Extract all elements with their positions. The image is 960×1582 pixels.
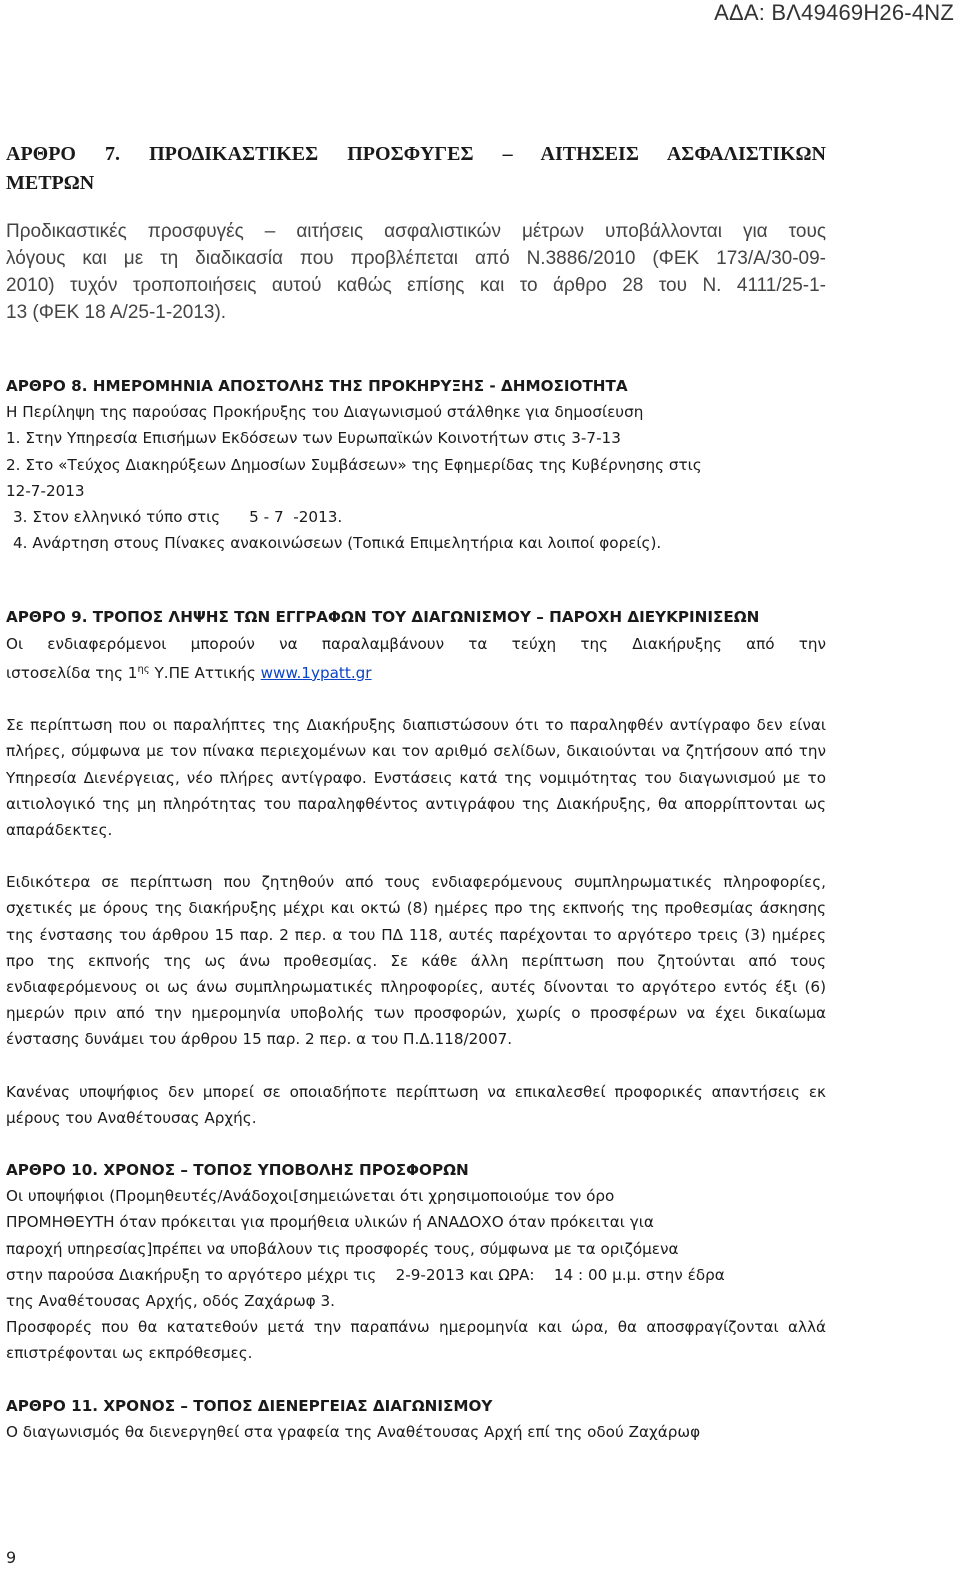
article9-line2 xyxy=(6,657,826,686)
article7-line: Προδικαστικές προσφυγές – αιτήσεις ασφαλιστικών μέτρων υποβάλλονται για τους xyxy=(6,221,826,242)
article9-paragraph-3: Ειδικότερα σε περίπτωση που ζητηθούν από τους ενδιαφερόμενους συμπληρωματικές πληροφορίες, σχετικές με όρους της διακήρυξης μέχρι και οκτώ (8) ημέρες προ της εκπνοής της προθεσμίας άσκησης της ένστασης του άρθρου 15 παρ. 2 περ. α του ΠΔ 118, αυτές παρέχονται το αργότερο τρεις (3) ημέρες προ της εκπνοής της ως άνω προθεσμίας. Σε κάθε άλλη περίπτωση που ζητούνται από τους ενδιαφερόμενους οι ως άνω συμπληρωματικές πληροφορίες, αυτές δίνονται το αργότερο εντός έξι (6) ημερών πριν από την ημερομηνία υποβολής των προσφορών, χωρίς ο προσφέρων να έχει δικαίωμα ένστασης δυνάμει του άρθρου 15 παρ. 2 περ. α του Π.Δ.118/2007. xyxy=(6,873,826,1049)
article8-item-1: 1. Στην Υπηρεσία Επισήμων Εκδόσεων των Ευρωπαϊκών Κοινοτήτων στις 3-7-13 xyxy=(6,429,621,448)
article9-line2-text-2: Υ.ΠΕ Αττικής xyxy=(149,663,261,682)
document-body xyxy=(6,140,826,1445)
ada-header: ΑΔΑ: ΒΛ49469Η26-4ΝΖ xyxy=(714,0,954,25)
article8-item-3: 3. Στον ελληνικό τύπο στις 5 - 7 -2013. xyxy=(13,508,343,527)
article10-line: Οι υποψήφιοι (Προμηθευτές/Ανάδοχοι[σημειώνεται ότι χρησιμοποιούμε τον όρο xyxy=(6,1187,615,1206)
article11-title: ΑΡΘΡΟ 11. ΧΡΟΝΟΣ – ΤΟΠΟΣ ΔΙΕΝΕΡΓΕΙΑΣ ΔΙΑΓΩΝΙΣΜΟΥ xyxy=(6,1396,493,1415)
article7-line: 2010) τυχόν τροποποιήσεις αυτού καθώς επίσης και το άρθρο 28 του Ν. 4111/25-1- xyxy=(6,275,826,296)
article7-title-line1: ΑΡΘΡΟ 7. ΠΡΟΔΙΚΑΣΤΙΚΕΣ ΠΡΟΣΦΥΓΕΣ – ΑΙΤΗΣΕΙΣ ΑΣΦΑΛΙΣΤΙΚΩΝ xyxy=(6,143,826,165)
article7-title-line2: ΜΕΤΡΩΝ xyxy=(6,172,95,194)
article9-title: ΑΡΘΡΟ 9. ΤΡΟΠΟΣ ΛΗΨΗΣ ΤΩΝ ΕΓΓΡΑΦΩΝ ΤΟΥ ΔΙΑΓΩΝΙΣΜΟΥ – ΠΑΡΟΧΗ ΔΙΕΥΚΡΙΝΙΣΕΩΝ xyxy=(6,608,760,627)
page-number: 9 xyxy=(6,1548,17,1567)
article7-line: 13 (ΦΕΚ 18 Α/25-1-2013). xyxy=(6,302,227,323)
article10-title: ΑΡΘΡΟ 10. ΧΡΟΝΟΣ – ΤΟΠΟΣ ΥΠΟΒΟΛΗΣ ΠΡΟΣΦΟΡΩΝ xyxy=(6,1160,469,1179)
article10-paragraph-2: Προσφορές που θα κατατεθούν μετά την παραπάνω ημερομηνία και ώρα, θα αποσφραγίζονται αλλά επιστρέφονται ως εκπρόθεσμες. xyxy=(6,1318,826,1363)
article8-title: ΑΡΘΡΟ 8. ΗΜΕΡΟΜΗΝΙΑ ΑΠΟΣΤΟΛΗΣ ΤΗΣ ΠΡΟΚΗΡΥΞΗΣ - ΔΗΜΟΣΙΟΤΗΤΑ xyxy=(6,377,628,395)
article10-line: της Αναθέτουσας Αρχής, οδός Ζαχάρωφ 3. xyxy=(6,1291,336,1310)
ordinal-superscript: ης xyxy=(137,663,150,675)
article9-paragraph-2: Σε περίπτωση που οι παραλήπτες της Διακήρυξης διαπιστώσουν ότι το παραληφθέν αντίγραφο δεν είναι πλήρες, σύμφωνα με τον πίνακα περιεχομένων και τον αριθμό σελίδων, δικαιούνται να ζητήσουν από την Υπηρεσία Διενέργειας, νέο πλήρες αντίγραφο. Ενστάσεις κατά της νομιμότητας του διαγωνισμού με το αιτιολογικό της μη πληρότητας του παραληφθέντος αντιγράφου της Διακήρυξης, θα απορρίπτονται ως απαράδεκτες. xyxy=(6,716,826,839)
article10-line: ΠΡΟΜΗΘΕΥΤΗ όταν πρόκειται για προμήθεια υλικών ή ΑΝΑΔΟΧΟ όταν πρόκειται για xyxy=(6,1213,654,1232)
article10-line: στην παρούσα Διακήρυξη το αργότερο μέχρι τις 2-9-2013 και ΩΡΑ: 14 : 00 μ.μ. στην έδρα xyxy=(6,1265,725,1284)
article8-item-2-line2: 12-7-2013 xyxy=(6,481,85,500)
article9-paragraph-4: Κανένας υποψήφιος δεν μπορεί σε οποιαδήποτε περίπτωση να επικαλεσθεί προφορικές απαντήσεις εκ μέρους του Αναθέτουσας Αρχής. xyxy=(6,1082,826,1127)
article8-intro: Η Περίληψη της παρούσας Προκήρυξης του Διαγωνισμού στάλθηκε για δημοσίευση xyxy=(6,403,644,422)
article9-line2-text: ιστοσελίδα της 1 xyxy=(6,663,138,682)
article8-item-4: 4. Ανάρτηση στους Πίνακες ανακοινώσεων (Τοπικά Επιμελητήρια και λοιποί φορείς). xyxy=(13,534,662,553)
article10-line: παροχή υπηρεσίας]πρέπει να υποβάλουν τις προσφορές τους, σύμφωνα με τα οριζόμενα xyxy=(6,1239,679,1258)
article7-line: λόγους και με τη διαδικασία που προβλέπεται από Ν.3886/2010 (ΦΕΚ 173/Α/30-09- xyxy=(6,248,826,269)
article8-item-2-line1: 2. Στο «Τεύχος Διακηρύξεων Δημοσίων Συμβάσεων» της Εφημερίδας της Κυβέρνησης στις xyxy=(6,455,702,474)
website-link[interactable]: www.1ypatt.gr xyxy=(260,663,372,682)
article9-line1: Οι ενδιαφερόμενοι μπορούν να παραλαμβάνουν τα τεύχη της Διακήρυξης από την xyxy=(6,634,826,653)
article11-line1: Ο διαγωνισμός θα διενεργηθεί στα γραφεία της Αναθέτουσας Αρχή επί της οδού Ζαχάρωφ xyxy=(6,1422,701,1441)
